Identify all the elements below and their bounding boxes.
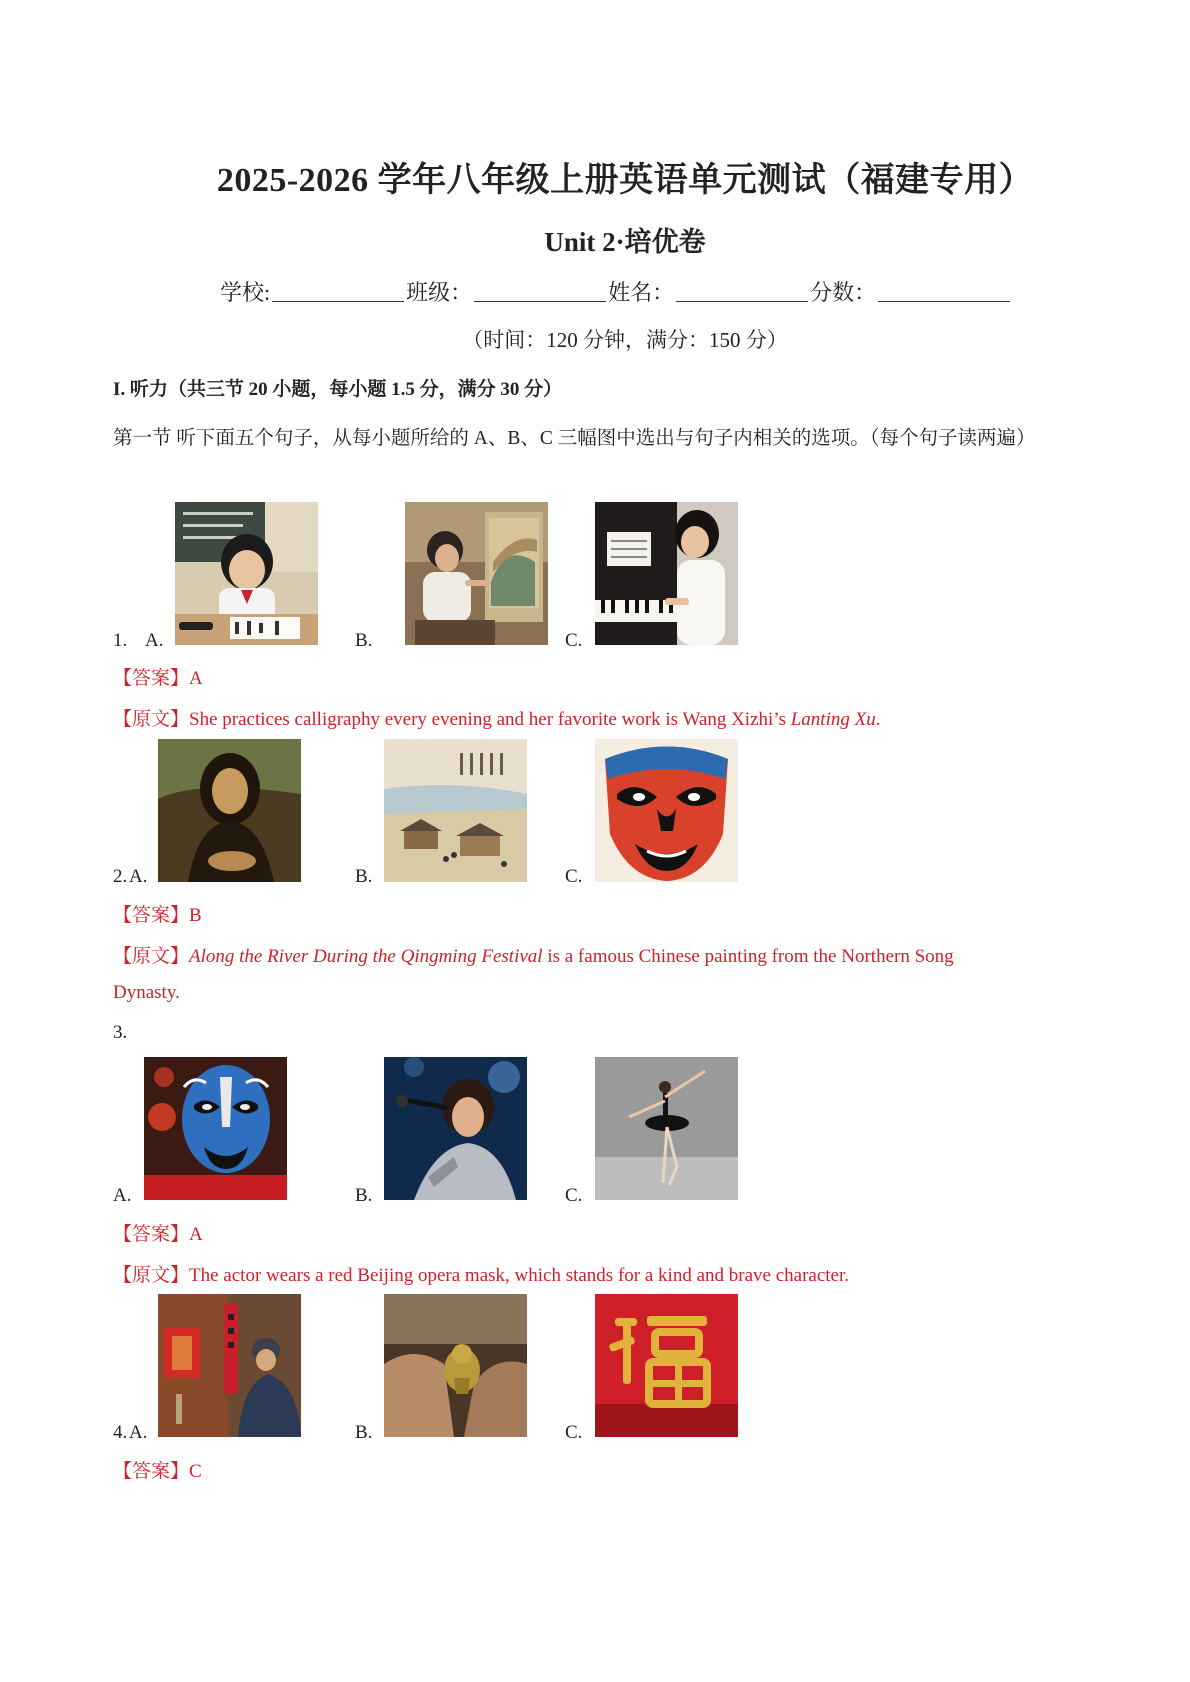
answer-tag: 【答案】: [113, 1461, 190, 1482]
script-text: The actor wears a red Beijing opera mask, which stands for a kind and brave character.: [189, 1265, 849, 1286]
q4-option-a-label: A.: [129, 1422, 148, 1443]
q3-option-b-image: [384, 1057, 527, 1200]
script-italic-title: Along the River During the Qingming Festival: [189, 946, 543, 967]
q3-option-a-label: A.: [113, 1185, 132, 1206]
q1-option-b-label: B.: [355, 630, 373, 651]
q3-script: [113, 1260, 849, 1287]
class-label: 班级：: [406, 280, 473, 305]
q2-option-c-label: C.: [565, 866, 583, 887]
script-text: is a famous Chinese painting from the Northern Song: [542, 946, 954, 967]
q3-number: 3.: [113, 1022, 128, 1043]
q3-option-a-image: [144, 1057, 287, 1200]
time-info: （时间：120 分钟，满分：150 分）: [462, 328, 788, 352]
page-title: 2025-2026 学年八年级上册英语单元测试（福建专用）: [216, 162, 1034, 199]
q1-script: [113, 704, 880, 731]
school-blank[interactable]: [272, 279, 404, 302]
name-label: 姓名：: [608, 280, 675, 305]
q4-option-c-label: C.: [565, 1422, 583, 1443]
page-subtitle: Unit 2·培优卷: [544, 227, 706, 257]
answer-value: B: [189, 905, 202, 926]
q2-option-b-image: [384, 739, 527, 882]
q3-option-c-image: [595, 1057, 738, 1200]
script-tag: 【原文】: [113, 946, 190, 967]
school-label: 学校:: [220, 280, 271, 305]
q4-option-b-label: B.: [355, 1422, 373, 1443]
q3-option-b-label: B.: [355, 1185, 373, 1206]
q2-script-line2: Dynasty.: [113, 982, 180, 1003]
q4-option-c-image: [595, 1294, 738, 1437]
q1-option-c-image: [595, 502, 738, 645]
q2-option-c-image: [595, 739, 738, 882]
q2-option-b-label: B.: [355, 866, 373, 887]
q2-script-line1: [113, 941, 954, 968]
script-text: She practices calligraphy every evening and her favorite work is Wang Xizhi’s: [189, 709, 791, 730]
script-end: .: [875, 709, 881, 730]
q1-number: 1.: [113, 630, 128, 651]
name-blank[interactable]: [676, 279, 808, 302]
answer-tag: 【答案】: [113, 668, 190, 689]
q2-number: 2.: [113, 866, 128, 887]
q1-option-a-label: A.: [145, 630, 164, 651]
answer-tag: 【答案】: [113, 905, 190, 926]
q4-option-b-image: [384, 1294, 527, 1437]
q1-option-b-image: [405, 502, 548, 645]
score-label: 分数：: [810, 280, 877, 305]
section-instruction: 第一节 听下面五个句子，从每小题所给的 A、B、C 三幅图中选出与句子内相关的选项。（每个句子读两遍）: [113, 428, 1036, 449]
section-heading: I. 听力（共三节 20 小题，每小题 1.5 分，满分 30 分）: [113, 379, 563, 400]
q1-option-c-label: C.: [565, 630, 583, 651]
answer-value: A: [189, 668, 203, 689]
q2-option-a-label: A.: [129, 866, 148, 887]
q3-option-c-label: C.: [565, 1185, 583, 1206]
q1-option-a-image: [175, 502, 318, 645]
answer-value: A: [189, 1224, 203, 1245]
q4-number: 4.: [113, 1422, 128, 1443]
script-tag: 【原文】: [113, 709, 190, 730]
answer-value: C: [189, 1461, 202, 1482]
answer-tag: 【答案】: [113, 1224, 190, 1245]
q4-option-a-image: [158, 1294, 301, 1437]
script-tag: 【原文】: [113, 1265, 190, 1286]
class-blank[interactable]: [474, 279, 606, 302]
q1-answer: [113, 663, 203, 690]
q3-answer: [113, 1219, 203, 1246]
q4-answer: [113, 1456, 202, 1483]
student-info-fields: [220, 276, 1012, 307]
score-blank[interactable]: [878, 279, 1010, 302]
q2-option-a-image: [158, 739, 301, 882]
q2-answer: [113, 900, 202, 927]
script-italic-title: Lanting Xu: [790, 709, 876, 730]
